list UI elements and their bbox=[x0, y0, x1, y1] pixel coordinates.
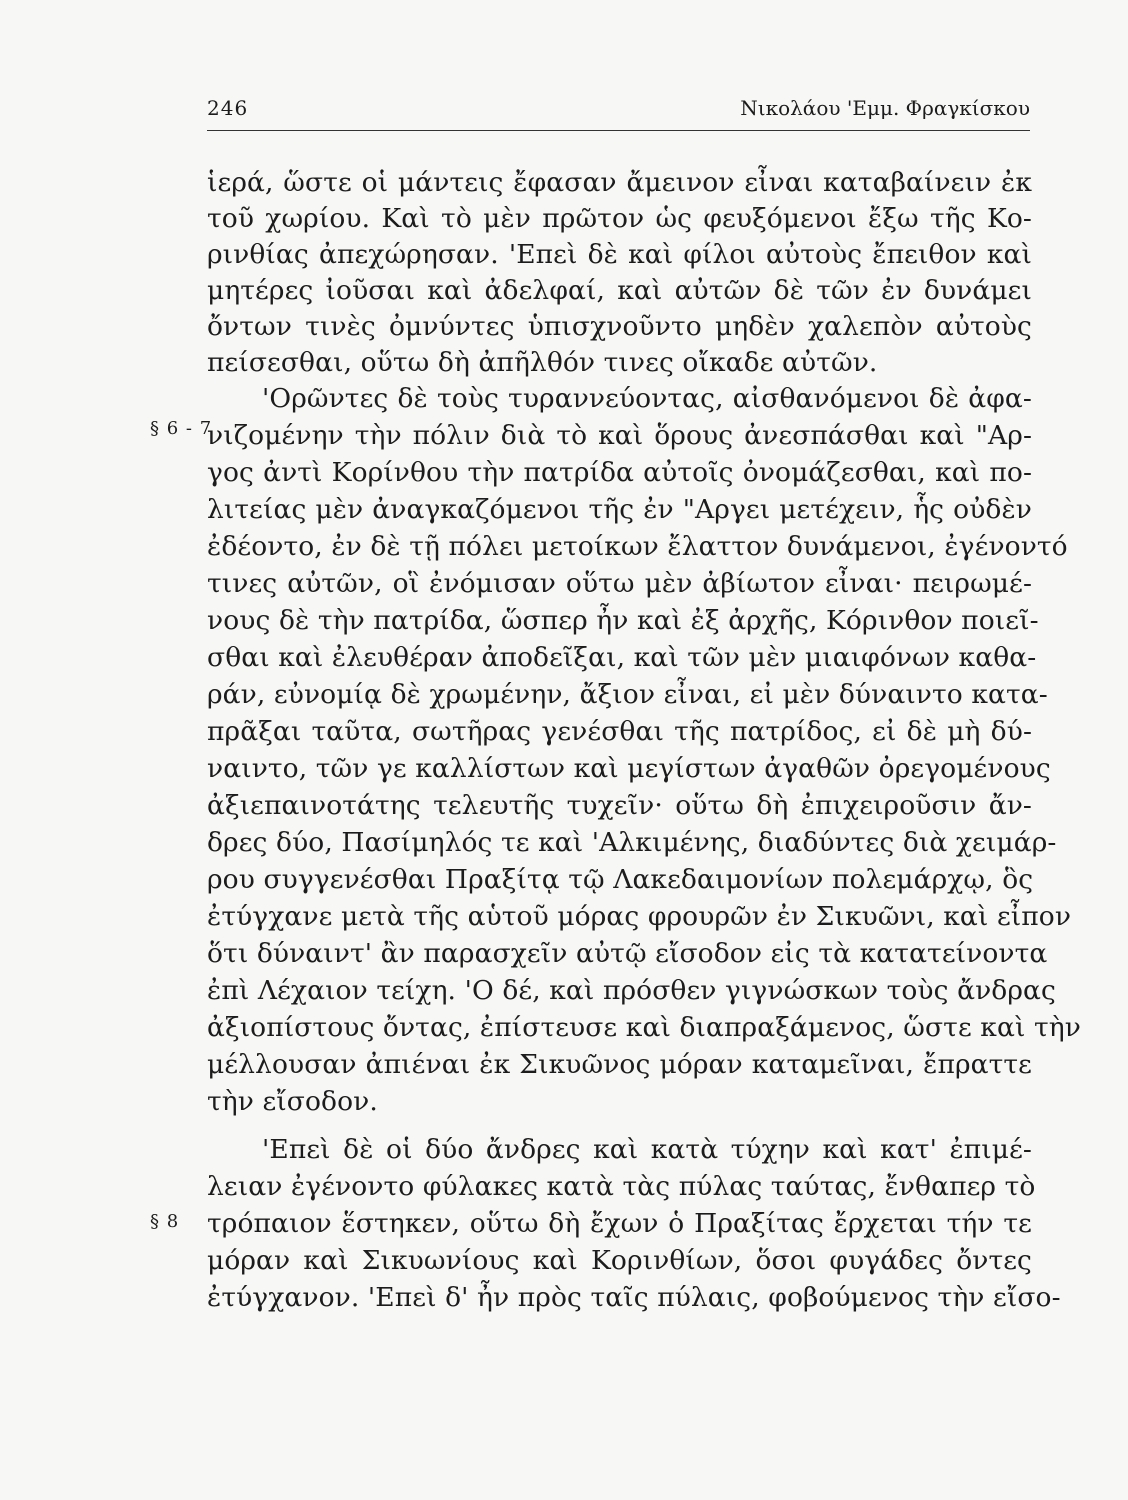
text-line: 'Ορῶντες δὲ τοὺς τυραννεύοντας, αἰσθανόμενοι δὲ ἀφα- bbox=[262, 383, 1032, 414]
text-line: σθαι καὶ ἐλευθέραν ἀποδεῖξαι, καὶ τῶν μὲν μιαιφόνων καθα- bbox=[207, 642, 1037, 673]
text-line: μέλλουσαν ἀπιέναι ἐκ Σικυῶνος μόραν καταμεῖναι, ἔπραττε bbox=[207, 1049, 1032, 1080]
text-line: λειαν ἐγένοντο φύλακες κατὰ τὰς πύλας ταύτας, ἔνθαπερ τὸ bbox=[207, 1171, 1036, 1202]
text-line: ρινθίας ἀπεχώρησαν. 'Επεὶ δὲ καὶ φίλοι αὐτοὺς ἔπειθον καὶ bbox=[207, 239, 1032, 270]
text-line: ἐδέοντο, ἐν δὲ τῇ πόλει μετοίκων ἔλαττον δυνάμενοι, ἐγένοντό bbox=[207, 531, 1068, 562]
text-line: λιτείας μὲν ἀναγκαζόμενοι τῆς ἐν "Αργει μετέχειν, ἧς οὐδὲν bbox=[207, 494, 1032, 525]
text-line: ἀξιεπαινοτάτης τελευτῆς τυχεῖν· οὕτω δὴ ἐπιχειροῦσιν ἄν- bbox=[207, 790, 1032, 821]
text-line: ἐπὶ Λέχαιον τείχη. 'Ο δέ, καὶ πρόσθεν γιγνώσκων τοὺς ἄνδρας bbox=[207, 975, 1056, 1006]
text-line: ἐτύγχανον. 'Επεὶ δ' ἦν πρὸς ταῖς πύλαις, φοβούμενος τὴν εἴσο- bbox=[207, 1282, 1061, 1313]
text-line: τινες αὐτῶν, οἳ ἐνόμισαν οὕτω μὲν ἀβίωτον εἶναι· πειρωμέ- bbox=[207, 568, 1032, 599]
text-line: νιζομένην τὴν πόλιν διὰ τὸ καὶ ὅρους ἀνεσπάσθαι καὶ "Αρ- bbox=[207, 420, 1032, 451]
text-line: ράν, εὐνομίᾳ δὲ χρωμένην, ἄξιον εἶναι, εἰ μὲν δύναιντο κατα- bbox=[207, 679, 1048, 710]
text-line: ρου συγγενέσθαι Πραξίτᾳ τῷ Λακεδαιμονίων πολεμάρχῳ, ὃς bbox=[207, 864, 1034, 895]
margin-note-section-8: § 8 bbox=[150, 1211, 180, 1232]
text-line: ὄντων τινὲς ὀμνύντες ὑπισχνοῦντο μηδὲν χαλεπὸν αὐτοὺς bbox=[207, 311, 1032, 342]
text-line: μητέρες ἰοῦσαι καὶ ἀδελφαί, καὶ αὐτῶν δὲ τῶν ἐν δυνάμει bbox=[207, 275, 1032, 306]
page-number: 246 bbox=[207, 96, 249, 120]
running-head: Νικολάου 'Εμμ. Φραγκίσκου bbox=[740, 96, 1030, 120]
text-line: ναιντο, τῶν γε καλλίστων καὶ μεγίστων ἀγαθῶν ὀρεγομένους bbox=[207, 753, 1051, 784]
text-line: γος ἀντὶ Κορίνθου τὴν πατρίδα αὐτοῖς ὀνομάζεσθαι, καὶ πο- bbox=[207, 457, 1032, 488]
text-line: πείσεσθαι, οὕτω δὴ ἀπῆλθόν τινες οἴκαδε αὐτῶν. bbox=[207, 347, 878, 378]
text-line: 'Επεὶ δὲ οἱ δύο ἄνδρες καὶ κατὰ τύχην καὶ κατ' ἐπιμέ- bbox=[262, 1134, 1032, 1165]
text-line: τοῦ χωρίου. Καὶ τὸ μὲν πρῶτον ὡς φευξόμενοι ἔξω τῆς Κο- bbox=[207, 203, 1032, 234]
text-line: δρες δύο, Πασίμηλός τε καὶ 'Αλκιμένης, διαδύντες διὰ χειμάρ- bbox=[207, 827, 1057, 858]
text-line: ὅτι δύναιντ' ἂν παρασχεῖν αὐτῷ εἴσοδον εἰς τὰ κατατείνοντα bbox=[207, 938, 1048, 969]
text-line: ἀξιοπίστους ὄντας, ἐπίστευσε καὶ διαπραξάμενος, ὥστε καὶ τὴν bbox=[207, 1012, 1081, 1043]
text-line: ἱερά, ὥστε οἱ μάντεις ἔφασαν ἄμεινον εἶναι καταβαίνειν ἐκ bbox=[207, 167, 1032, 198]
margin-note-section-6-7: § 6 - 7 bbox=[150, 418, 213, 439]
text-line: τὴν εἴσοδον. bbox=[207, 1086, 378, 1117]
text-line: νους δὲ τὴν πατρίδα, ὥσπερ ἦν καὶ ἐξ ἀρχῆς, Κόρινθον ποιεῖ- bbox=[207, 605, 1039, 636]
text-line: μόραν καὶ Σικυωνίους καὶ Κορινθίων, ὅσοι φυγάδες ὄντες bbox=[207, 1245, 1032, 1276]
text-line: τρόπαιον ἕστηκεν, οὕτω δὴ ἔχων ὁ Πραξίτας ἔρχεται τήν τε bbox=[207, 1208, 1032, 1239]
text-line: ἐτύγχανε μετὰ τῆς αὑτοῦ μόρας φρουρῶν ἐν Σικυῶνι, καὶ εἶπον bbox=[207, 901, 1072, 932]
header-rule bbox=[207, 130, 1030, 131]
text-line: πρᾶξαι ταῦτα, σωτῆρας γενέσθαι τῆς πατρίδος, εἰ δὲ μὴ δύ- bbox=[207, 716, 1032, 747]
